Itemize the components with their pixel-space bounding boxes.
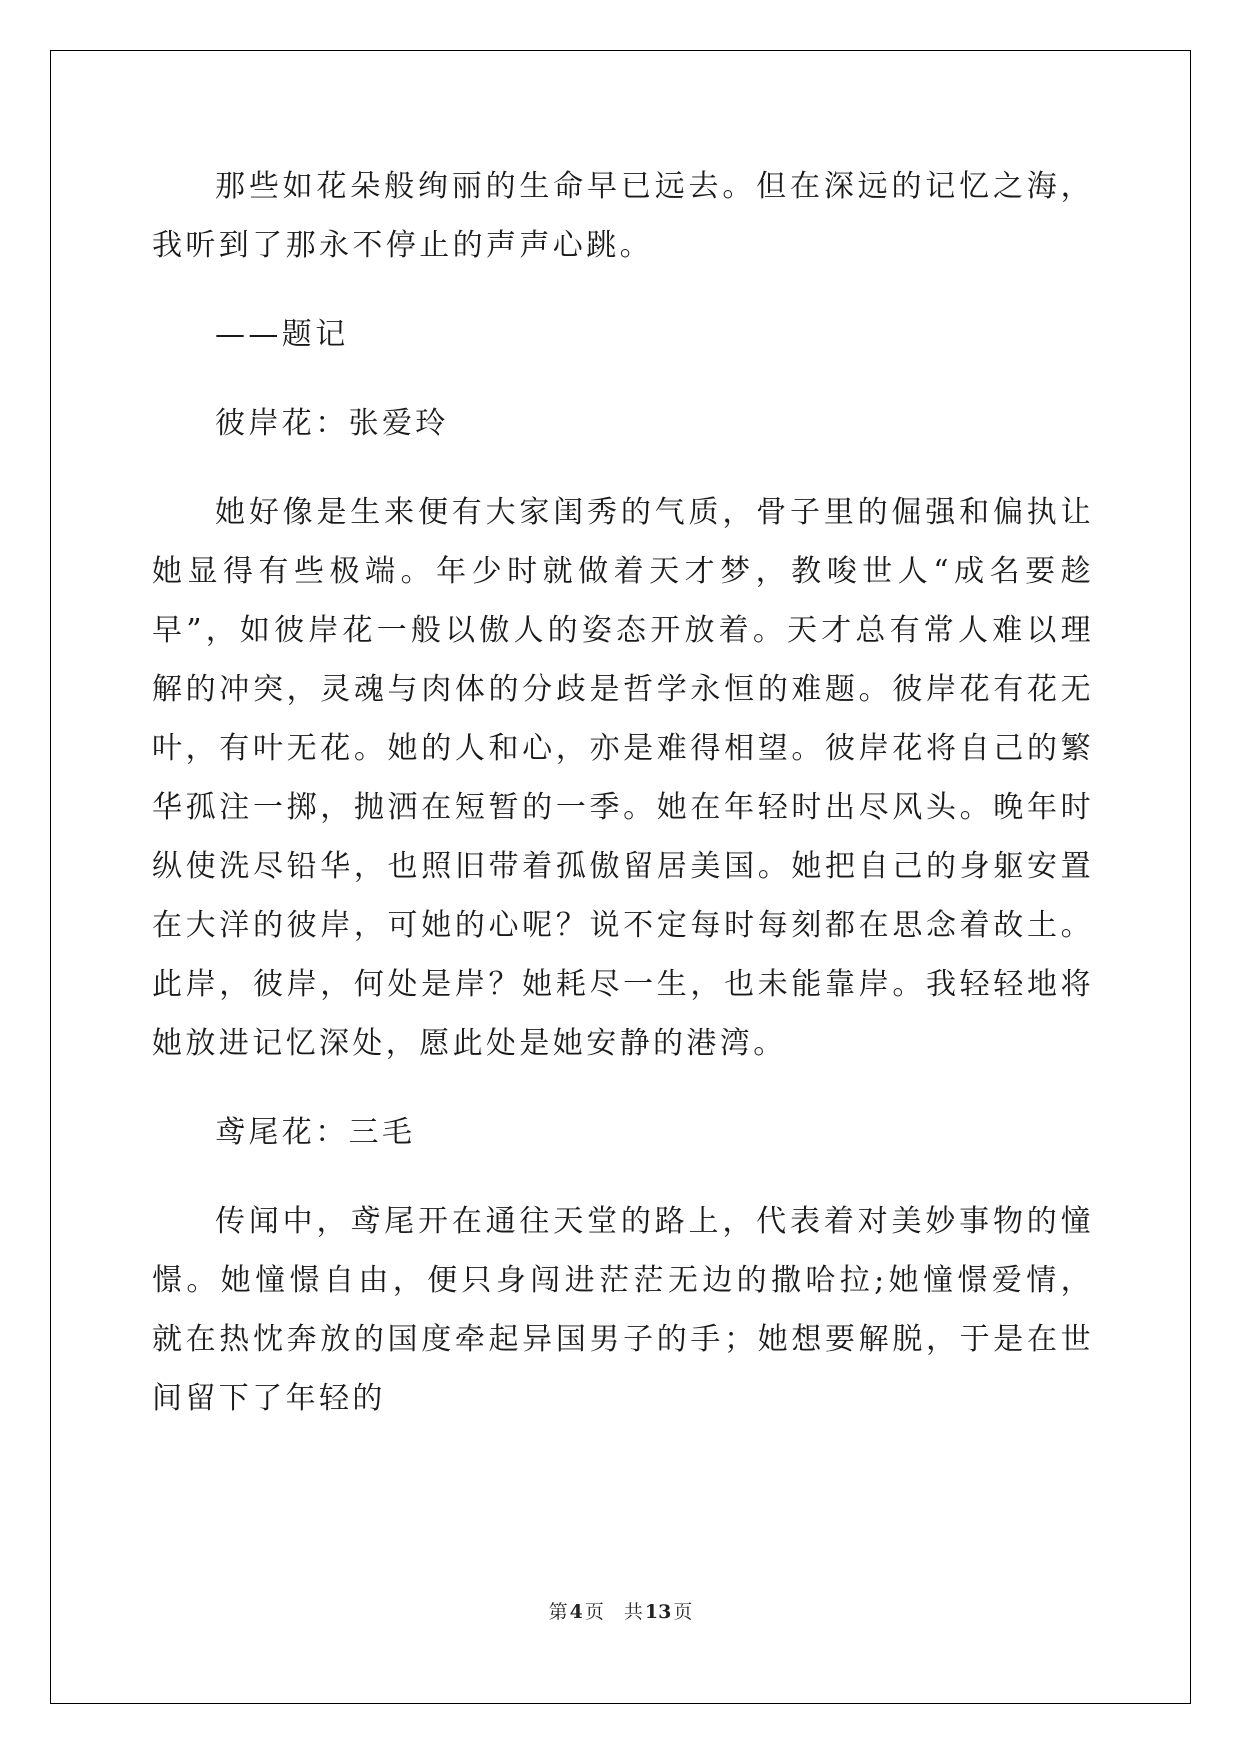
total-pages-number: 13 <box>644 1601 672 1623</box>
section-heading-yuanwei: 鸢尾花：三毛 <box>215 1115 416 1150</box>
epigraph-paragraph: 那些如花朵般绚丽的生命早已远去。但在深远的记忆之海，我听到了那永不停止的声声心跳。 <box>152 169 1094 263</box>
epigraph-attribution: ——题记 <box>215 317 349 352</box>
page-number-footer <box>0 1597 1241 1624</box>
footer-total-prefix: 共 <box>623 1601 643 1623</box>
footer-page-suffix: 页 <box>584 1601 604 1623</box>
document-body <box>152 157 1094 1458</box>
footer-total-suffix: 页 <box>673 1601 693 1623</box>
footer-prefix: 第 <box>548 1601 568 1623</box>
current-page-number: 4 <box>569 1601 583 1623</box>
body-paragraph: 传闻中，鸢尾开在通往天堂的路上，代表着对美妙事物的憧憬。她憧憬自由，便只身闯进茫茫无边的撒哈拉;她憧憬爱情，就在热忱奔放的国度牵起异国男子的手；她想要解脱，于是在世间留下了年轻的 <box>152 1204 1094 1416</box>
body-paragraph: 她好像是生来便有大家闺秀的气质，骨子里的倔强和偏执让她显得有些极端。年少时就做着天才梦，教唆世人“成名要趁早”，如彼岸花一般以傲人的姿态开放着。天才总有常人难以理解的冲突，灵魂与肉体的分歧是哲学永恒的难题。彼岸花有花无叶，有叶无花。她的人和心，亦是难得相望。彼岸花将自己的繁华孤注一掷，抛洒在短暂的一季。她在年轻时出尽风头。晚年时纵使洗尽铅华，也照旧带着孤傲留居美国。她把自己的身躯安置在大洋的彼岸，可她的心呢？说不定每时每刻都在思念着故土。此岸，彼岸，何处是岸？她耗尽一生，也未能靠岸。我轻轻地将她放进记忆深处，愿此处是她安静的港湾。 <box>152 495 1094 1061</box>
section-heading-bianhua: 彼岸花：张爱玲 <box>215 406 449 441</box>
